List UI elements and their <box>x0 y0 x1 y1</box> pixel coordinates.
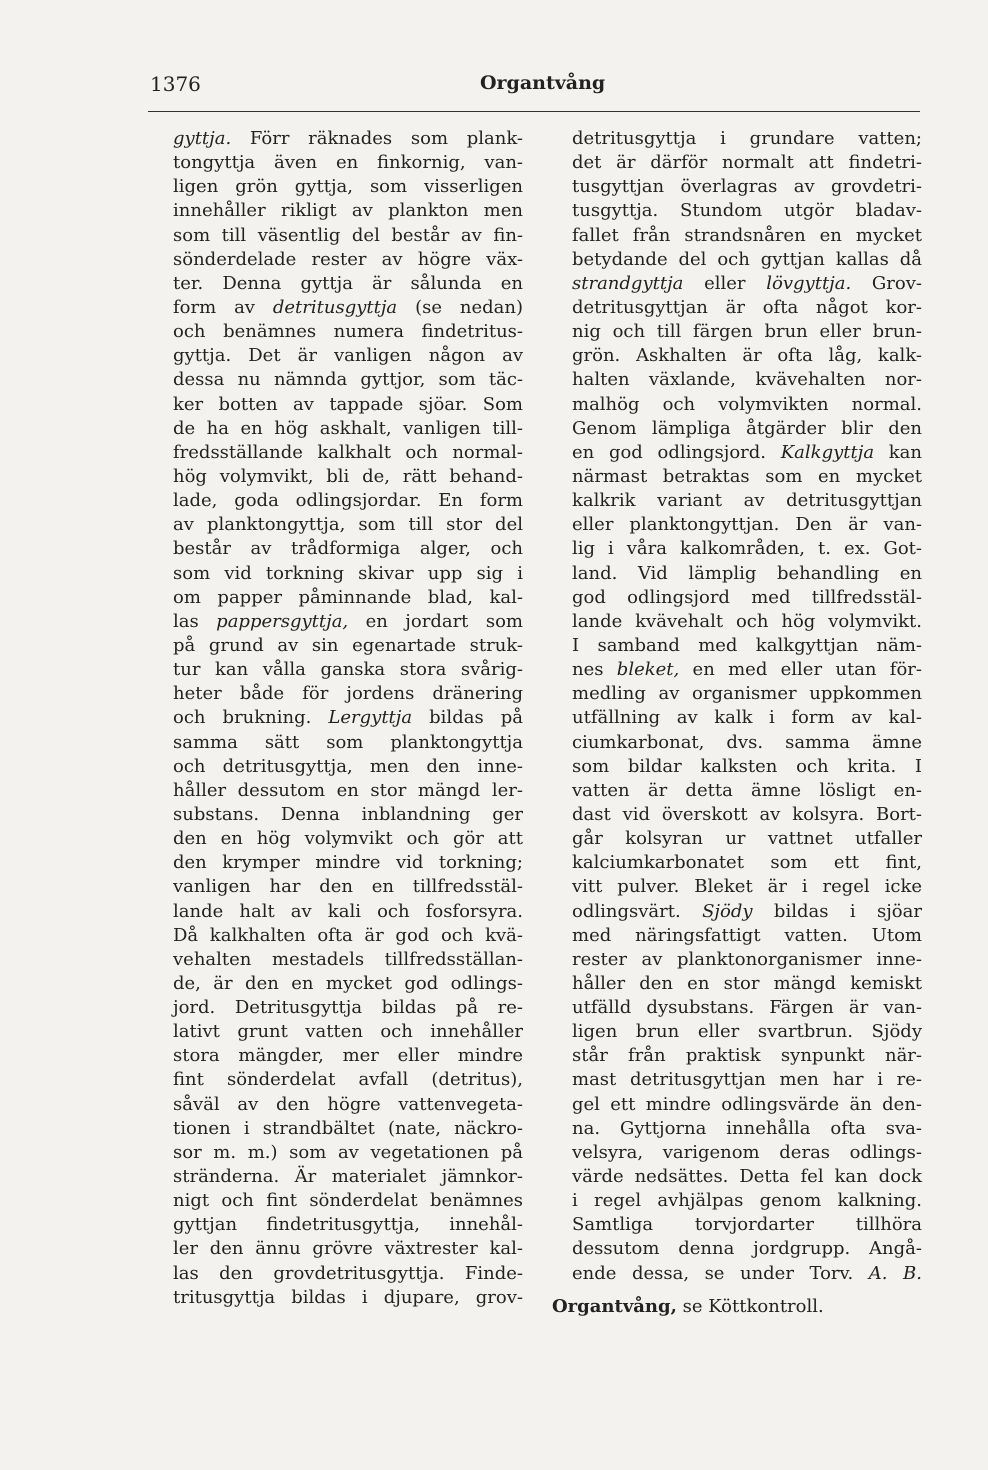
text-line: som bildar kalksten och krita. I <box>572 755 922 777</box>
text-line <box>572 272 922 296</box>
text-line: dessa nu nämnda gyttjor, som täc- <box>173 369 523 391</box>
text-segment: kan <box>874 441 922 463</box>
header-rule <box>148 111 920 112</box>
text-line: lativt grunt vatten och innehåller <box>173 1021 523 1043</box>
text-line: de, är den en mycket god odlings- <box>173 972 523 994</box>
text-line: god odlingsjord med tillfredsstäl- <box>572 586 922 608</box>
text-line: grön. Askhalten är ofta låg, kalk- <box>572 345 922 367</box>
text-line: utfällning av kalk i form av kal- <box>572 707 922 729</box>
text-line: sor m. m.) som av vegetationen på <box>173 1141 523 1163</box>
text-segment: (se nedan) <box>397 296 523 318</box>
text-line: lande kvävehalt och hög volymvikt. <box>572 610 922 632</box>
text-line: innehåller rikligt av plankton men <box>173 200 523 222</box>
text-line: eller planktongyttjan. Den är van- <box>572 514 922 536</box>
text-line: tritusgyttja bildas i djupare, grov- <box>173 1286 523 1308</box>
italic-term: strandgyttja <box>572 272 684 294</box>
text-line: fallet från strandsnåren en mycket <box>572 224 922 246</box>
italic-term: Kalkgyttja <box>780 441 875 463</box>
text-segment: en jordart som <box>348 610 523 632</box>
text-line: värde nedsättes. Detta fel kan dock <box>572 1166 922 1188</box>
running-head: Organtvång <box>480 72 606 94</box>
text-line: tusgyttjan överlagras av grovdetri- <box>572 176 922 198</box>
text-line: na. Gyttjorna innehålla ofta sva- <box>572 1117 922 1139</box>
text-line: substans. Denna inblandning ger <box>173 803 523 825</box>
text-line: går kolsyran ur vattnet utfaller <box>572 828 922 850</box>
text-line: sönderdelade rester av högre väx- <box>173 248 523 270</box>
text-line: Samtliga torvjordarter tillhöra <box>572 1214 922 1236</box>
text-line: håller den en stor mängd kemiskt <box>572 972 922 994</box>
text-line: Då kalkhalten ofta är god och kvä- <box>173 924 523 946</box>
text-line: tur kan vålla ganska stora svårig- <box>173 659 523 681</box>
text-line: gel ett mindre odlingsvärde än den- <box>572 1093 922 1115</box>
italic-term: A. B. <box>868 1262 922 1284</box>
text-line: tusgyttja. Stundom utgör bladav- <box>572 200 922 222</box>
text-line: lade, goda odlingsjordar. En form <box>173 490 523 512</box>
text-segment: odlingsvärt. <box>572 900 703 922</box>
text-line: stora mängder, mer eller mindre <box>173 1045 523 1067</box>
text-line: och benämnes numera findetritus- <box>173 321 523 343</box>
right-column <box>572 127 922 1286</box>
cross-reference-headword: Organtvång, <box>552 1296 677 1317</box>
text-line: dessutom denna jordgrupp. Angå- <box>572 1238 922 1260</box>
text-segment: Förr räknades som plank- <box>231 128 523 149</box>
text-line: lig i våra kalkområden, t. ex. Got- <box>572 538 922 560</box>
page-header <box>150 72 920 106</box>
text-line: vatten är detta ämne lösligt en- <box>572 779 922 801</box>
text-line: fint sönderdelat avfall (detritus), <box>173 1069 523 1091</box>
text-line: heter både för jordens dränering <box>173 683 523 705</box>
text-line: jord. Detritusgyttja bildas på re- <box>173 997 523 1019</box>
text-line: består av trådformiga alger, och <box>173 538 523 560</box>
text-line: vehalten mestadels tillfredsställan- <box>173 948 523 970</box>
italic-term: detritusgyttja <box>272 296 398 318</box>
text-line: gyttja. Det är vanligen någon av <box>173 345 523 367</box>
text-line: tionen i strandbältet (nate, näckro- <box>173 1117 523 1139</box>
cross-reference-entry <box>552 1295 824 1319</box>
cross-reference-text: se Köttkontroll. <box>676 1296 824 1317</box>
text-line <box>572 441 922 465</box>
text-line: ler den ännu grövre växtrester kal- <box>173 1238 523 1260</box>
text-line: detritusgyttjan är ofta något kor- <box>572 296 922 318</box>
text-line: som till väsentlig del består av fin- <box>173 224 523 246</box>
text-segment: bildas i sjöar <box>752 900 922 922</box>
text-line: dast vid överskott av kolsyra. Bort- <box>572 803 922 825</box>
text-line: den en hög volymvikt och gör att <box>173 828 523 850</box>
text-line: lande halt av kali och fosforsyra. <box>173 900 523 922</box>
text-line: av planktongyttja, som till stor del <box>173 514 523 536</box>
text-segment: en med eller utan för- <box>679 659 922 681</box>
text-line: halten växlande, kvävehalten nor- <box>572 369 922 391</box>
text-line: tongyttja även en finkornig, van- <box>173 152 523 174</box>
text-line: håller dessutom en stor mängd ler- <box>173 779 523 801</box>
text-line: kalkrik variant av detritusgyttjan <box>572 490 922 512</box>
text-line: detritusgyttja i grundare vatten; <box>572 128 922 149</box>
text-segment: las <box>173 610 217 632</box>
text-line: stränderna. Är materialet jämnkor- <box>173 1166 523 1188</box>
text-segment: och brukning. <box>173 707 329 729</box>
text-line <box>173 127 523 151</box>
text-line: gyttjan findetritusgyttja, innehål- <box>173 1214 523 1236</box>
text-line: det är därför normalt att findetri- <box>572 152 922 174</box>
text-line <box>572 1262 922 1286</box>
text-line: kalciumkarbonatet som ett fint, <box>572 852 922 874</box>
text-line <box>572 900 922 924</box>
italic-term: lövgyttja. <box>766 272 852 294</box>
text-segment: ende dessa, se under Torv. <box>572 1262 869 1284</box>
text-line: hög volymvikt, bli de, rätt behand- <box>173 465 523 487</box>
left-column <box>173 127 523 1310</box>
text-line: velsyra, varigenom deras odlings- <box>572 1141 922 1163</box>
text-line: i regel avhjälpas genom kalkning. <box>572 1190 922 1212</box>
text-line: betydande del och gyttjan kallas då <box>572 248 922 270</box>
text-line: utfälld dysubstans. Färgen är van- <box>572 997 922 1019</box>
text-line: ker botten av tappade sjöar. Som <box>173 393 523 415</box>
text-line: ter. Denna gyttja är sålunda en <box>173 272 523 294</box>
text-line <box>173 296 523 320</box>
text-line <box>173 610 523 634</box>
italic-term: pappersgyttja, <box>216 610 349 632</box>
text-line: ciumkarbonat, dvs. samma ämne <box>572 731 922 753</box>
text-line: närmast betraktas som en mycket <box>572 465 922 487</box>
text-line: vanligen har den en tillfredsstäl- <box>173 876 523 898</box>
text-line: land. Vid lämplig behandling en <box>572 562 922 584</box>
text-line: ligen brun eller svartbrun. Sjödy <box>572 1021 922 1043</box>
text-line: såväl av den högre vattenvegeta- <box>173 1093 523 1115</box>
text-line: med näringsfattigt vatten. Utom <box>572 924 922 946</box>
italic-term: Lergyttja <box>328 707 413 729</box>
text-segment: eller <box>683 272 767 294</box>
text-line: och detritusgyttja, men den inne- <box>173 755 523 777</box>
text-line: står från praktisk synpunkt när- <box>572 1045 922 1067</box>
text-line: I samband med kalkgyttjan näm- <box>572 634 922 656</box>
text-line: som vid torkning skivar upp sig i <box>173 562 523 584</box>
text-line <box>572 658 922 682</box>
text-line: Genom lämpliga åtgärder blir den <box>572 417 922 439</box>
text-segment: bildas på <box>412 707 523 729</box>
text-line: ligen grön gyttja, som visserligen <box>173 176 523 198</box>
text-line: nig och till färgen brun eller brun- <box>572 321 922 343</box>
text-line <box>173 706 523 730</box>
text-line: malhög och volymvikten normal. <box>572 393 922 415</box>
text-line: fredsställande kalkhalt och normal- <box>173 441 523 463</box>
text-line: rester av planktonorganismer inne- <box>572 948 922 970</box>
italic-term: bleket, <box>616 659 680 681</box>
text-line: den krymper mindre vid torkning; <box>173 852 523 874</box>
text-line: samma sätt som planktongyttja <box>173 731 523 753</box>
italic-term: gyttja. <box>173 128 232 149</box>
text-line: mast detritusgyttjan men har i re- <box>572 1069 922 1091</box>
text-line: på grund av sin egenartade struk- <box>173 634 523 656</box>
text-segment: en god odlingsjord. <box>572 441 781 463</box>
text-segment: nes <box>572 659 617 681</box>
text-line: las den grovdetritusgyttja. Finde- <box>173 1262 523 1284</box>
text-segment: form av <box>173 296 273 318</box>
text-line: nigt och fint sönderdelat benämnes <box>173 1190 523 1212</box>
text-line: de ha en hög askhalt, vanligen till- <box>173 417 523 439</box>
page-number: 1376 <box>150 72 201 96</box>
text-line: vitt pulver. Bleket är i regel icke <box>572 876 922 898</box>
text-line: om papper påminnande blad, kal- <box>173 586 523 608</box>
text-line: medling av organismer uppkommen <box>572 683 922 705</box>
text-segment: Grov- <box>851 272 922 294</box>
italic-term: Sjödy <box>702 900 753 922</box>
